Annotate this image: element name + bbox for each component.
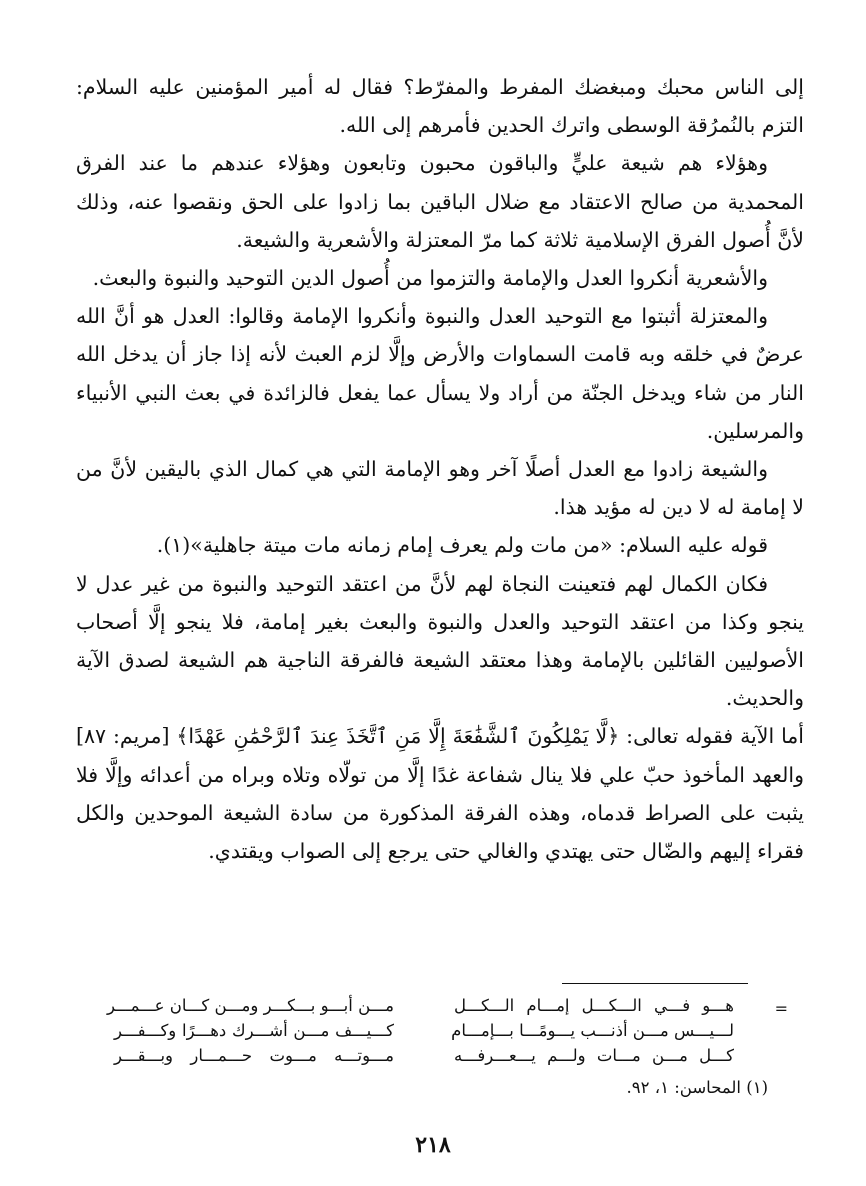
verse-3-second-hemistich: مـــوتـــه مـــوت حـــمـــار وبـــقـــر	[114, 1046, 394, 1065]
verse-2-first-hemistich: لـــيـــس مـــن أذنـــب يـــومًـــا بـــإمـــام	[451, 1021, 734, 1040]
poem	[106, 993, 734, 1077]
paragraph-2: وهؤلاء هم شيعة عليٍّ والباقون محبون وتابعون وهؤلاء عندهم ما عند الفرق المحمدية من صالح الاعتقاد مع ضلال الباقين بما زادوا على الحق ونقصوا عنه، وذلك لأنَّ أُصول الفرق الإسلامية ثلاثة كما مرّ المعتزلة والأشعرية والشيعة.	[76, 151, 804, 252]
footnote-continuation-mark: =	[774, 999, 788, 1018]
poem-verse-2	[114, 1018, 734, 1043]
poem-verse-3	[114, 1043, 734, 1068]
page-number: ٢١٨	[415, 1132, 451, 1158]
paragraph-8: أما الآية فقوله تعالى: ﴿لَّا يَمْلِكُونَ ٱلشَّفَٰعَةَ إِلَّا مَنِ ٱتَّخَذَ عِندَ ٱلرَّحْمَٰنِ عَهْدًا﴾ [مريم: ٨٧] والعهد المأخوذ حبّ علي فلا ينال شفاعة غدًا إلَّا من تولّاه وتلاه وبراه من أعدائه وإلَّا فلا يثبت على الصراط قدماه، وهذه الفرقة المذكورة من سادة الشيعة الموحدين والكل فقراء إليهم والضّال حتى يهتدي والغالي حتى يرجع إلى الصواب ويقتدي.	[76, 724, 804, 864]
footnote-1: (١) المحاسن: ١، ٩٢.	[626, 1078, 768, 1097]
paragraph-6: قوله عليه السلام: «من مات ولم يعرف إمام زمانه مات ميتة جاهلية»(١).	[156, 533, 768, 558]
paragraph-7: فكان الكمال لهم فتعينت النجاة لهم لأنَّ من اعتقد التوحيد والنبوة من غير عدل لا ينجو وكذا من اعتقد التوحيد والعدل والنبوة والبعث بغير إمامة، فلا ينجو إلَّا أصحاب الأصوليين القائلين بالإمامة وهذا معتقد الشيعة فالفرقة الناجية هم الشيعة لصدق الآية والحديث.	[76, 571, 804, 711]
verse-1-first-hemistich: هـــو فـــي الـــكـــل إمـــام الـــكـــل	[454, 996, 734, 1015]
poem-verse-1	[106, 993, 734, 1018]
paragraph-1: إلى الناس محبك ومبغضك المفرط والمفرّط؟ فقال له أمير المؤمنين عليه السلام: التزم بالنُمرُقة الوسطى واترك الحدين فأمرهم إلى الله.	[76, 75, 804, 138]
paragraph-3: والأشعرية أنكروا العدل والإمامة والتزموا من أُصول الدين التوحيد والنبوة والبعث.	[92, 266, 768, 291]
footnote-separator	[562, 983, 748, 984]
paragraph-4: والمعتزلة أثبتوا مع التوحيد العدل والنبوة وأنكروا الإمامة وقالوا: العدل هو أنَّ الله عرضٌ في خلقه وبه قامت السماوات والأرض وإلَّا لزم العبث لأنه إذا جاز أن يدخل الله النار من شاء ويدخل الجنّة من أراد ولا يسأل عما يفعل فالزائدة في بعث النبي الأنبياء والمرسلين.	[76, 304, 804, 443]
main-text	[76, 68, 804, 870]
paragraph-5: والشيعة زادوا مع العدل أصلًا آخر وهو الإمامة التي هي كمال الذي باليقين لأنَّ من لا إمامة له لا دين له مؤيد هذا.	[76, 457, 804, 520]
verse-1-second-hemistich: مـــن أبـــو بـــكـــر ومـــن كـــان عـــمـــر	[106, 996, 394, 1015]
verse-2-second-hemistich: كـــيـــف مـــن أشـــرك دهـــرًا وكـــفـــر	[114, 1021, 394, 1040]
verse-3-first-hemistich: كـــل مـــن مـــات ولـــم يـــعـــرفـــه	[454, 1046, 734, 1065]
